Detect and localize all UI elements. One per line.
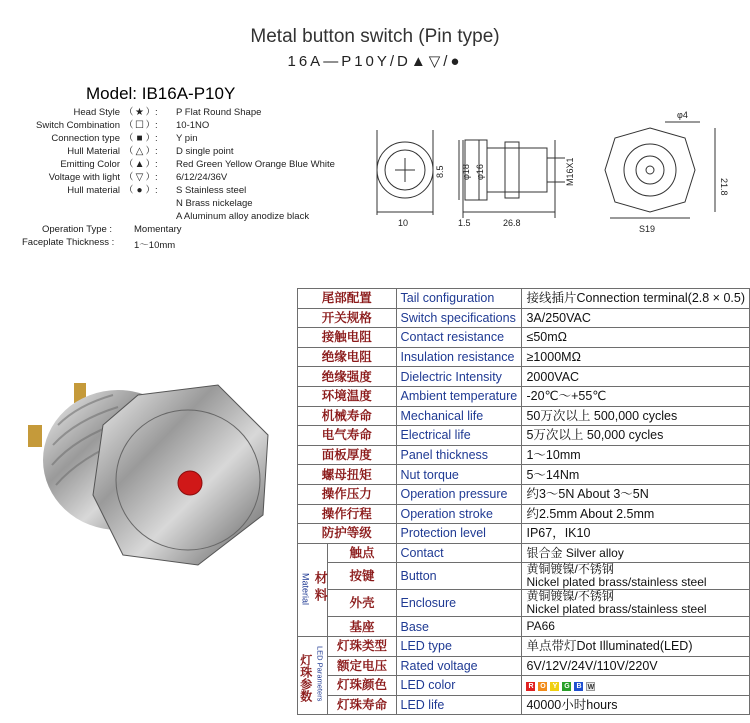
operation-type-value: Momentary — [134, 224, 182, 235]
param-name-en: Contact resistance — [396, 328, 522, 348]
param-name-en: Panel thickness — [396, 445, 522, 465]
led-color-swatch: W — [587, 683, 595, 691]
param-value: ≤50mΩ — [522, 328, 750, 348]
technical-drawing — [355, 100, 740, 240]
spec-symbol: （ ★ ）: — [124, 107, 158, 118]
led-name-cn: 额定电压 — [328, 656, 396, 676]
param-name-en: Nut torque — [396, 465, 522, 485]
spec-symbol: （ ☐ ）: — [124, 120, 158, 131]
param-value: ≥1000MΩ — [522, 347, 750, 367]
param-name-cn: 面板厚度 — [298, 445, 397, 465]
param-name-cn: 操作行程 — [298, 504, 397, 524]
dim-thread: M16X1 — [565, 157, 575, 186]
red-led-dot — [178, 471, 202, 495]
material-name-en: Enclosure — [396, 590, 522, 617]
dim-flange: 1.5 — [458, 218, 471, 228]
param-name-cn: 尾部配置 — [298, 289, 397, 309]
spec-value: Y pin — [176, 133, 198, 144]
led-name-cn: 灯珠寿命 — [328, 695, 396, 715]
material-value — [522, 590, 750, 617]
material-value-line: 黄铜镀镍/不锈钢 — [526, 589, 614, 604]
table-row — [298, 656, 750, 676]
material-name-cn: 基座 — [328, 617, 396, 637]
model-number: Model: IB16A-P10Y — [86, 84, 236, 103]
param-name-cn: 电气寿命 — [298, 426, 397, 446]
param-name-en: Switch specifications — [396, 308, 522, 328]
dim-length: 26.8 — [503, 218, 521, 228]
material-name-en: Contact — [396, 543, 522, 563]
material-value-line: Nickel plated brass/stainless steel — [526, 602, 707, 617]
spec-value: Red Green Yellow Orange Blue White — [176, 159, 335, 170]
spec-value: D single point — [176, 146, 234, 157]
spec-label: Switch Combination — [36, 120, 120, 131]
material-name-en: Button — [396, 563, 522, 590]
terminal-pin — [28, 425, 42, 447]
material-value-line: Nickel plated brass/stainless steel — [526, 575, 707, 590]
param-value: 约3～5N About 3～5N — [522, 484, 750, 504]
spec-value: S Stainless steel — [176, 185, 247, 196]
spec-row — [0, 158, 340, 171]
param-name-en: Operation stroke — [396, 504, 522, 524]
table-row — [298, 590, 750, 617]
param-value: 1～10mm — [522, 445, 750, 465]
material-value-line: 银合金 Silver alloy — [526, 545, 624, 560]
spec-symbol-glyph: ■ — [136, 133, 143, 144]
material-value — [522, 563, 750, 590]
table-row — [298, 695, 750, 715]
led-group-label — [298, 636, 328, 714]
param-name-en: Ambient temperature — [396, 386, 522, 406]
table-row — [298, 563, 750, 590]
led-name-en: LED type — [396, 636, 522, 656]
table-row — [298, 347, 750, 367]
spec-label: Emitting Color — [60, 159, 120, 170]
param-value: 5～14Nm — [522, 465, 750, 485]
param-name-en: Dielectric Intensity — [396, 367, 522, 387]
param-name-cn: 防护等级 — [298, 524, 397, 544]
table-row — [298, 367, 750, 387]
led-color-swatch: O — [540, 682, 546, 690]
spec-label: Connection type — [51, 133, 120, 144]
spec-row — [0, 184, 340, 197]
material-group-cn: 材料 — [312, 571, 328, 606]
param-name-cn: 机械寿命 — [298, 406, 397, 426]
model-code: 16A—P10Y/D▲▽/● — [287, 53, 463, 70]
spec-row — [0, 132, 340, 145]
spec-label: Hull material — [67, 185, 120, 196]
spec-row — [0, 145, 340, 158]
spec-symbol: （ ▽ ）: — [124, 172, 158, 183]
led-color-swatch: Y — [550, 682, 559, 691]
param-name-en: Protection level — [396, 524, 522, 544]
faceplate-thickness-label: Faceplate Thickness : — [22, 237, 115, 248]
spec-symbol-glyph: ● — [136, 185, 143, 196]
table-row — [298, 406, 750, 426]
material-group-en: Material — [300, 573, 311, 606]
param-name-cn: 绝缘电阻 — [298, 347, 397, 367]
param-value: 3A/250VAC — [522, 308, 750, 328]
param-name-en: Electrical life — [396, 426, 522, 446]
material-value-line: 黄铜镀镍/不锈钢 — [526, 562, 614, 577]
table-row — [298, 445, 750, 465]
material-name-cn: 按键 — [328, 563, 396, 590]
led-value — [522, 676, 750, 696]
spec-symbol-glyph: ☐ — [135, 120, 144, 131]
spec-row — [0, 210, 340, 223]
material-value — [522, 543, 750, 563]
led-color-swatch: G — [564, 682, 570, 690]
spec-value: A Aluminum alloy anodize black — [176, 211, 310, 222]
spec-symbol-glyph: ★ — [135, 107, 144, 118]
material-group-label — [298, 543, 328, 636]
dim-height: 21.8 — [719, 178, 729, 196]
dim-phi18: φ18 — [461, 164, 471, 180]
led-value: 单点带灯Dot Illuminated(LED) — [522, 636, 750, 656]
led-value: 40000小时hours — [522, 695, 750, 715]
param-name-en: Tail configuration — [396, 289, 522, 309]
led-name-en: Rated voltage — [396, 656, 522, 676]
table-row — [298, 465, 750, 485]
table-row — [298, 328, 750, 348]
product-photo — [18, 365, 280, 580]
spec-symbol: （ ● ）: — [124, 185, 158, 196]
spec-label: Hull Material — [67, 146, 120, 157]
spec-symbol: （▲）: — [124, 159, 158, 170]
material-name-cn: 外壳 — [328, 590, 396, 617]
param-name-cn: 接触电阻 — [298, 328, 397, 348]
table-row — [298, 308, 750, 328]
param-name-cn: 绝缘强度 — [298, 367, 397, 387]
table-row — [298, 386, 750, 406]
table-row — [298, 543, 750, 563]
param-name-en: Mechanical life — [396, 406, 522, 426]
table-row — [298, 504, 750, 524]
param-name-cn: 螺母扭矩 — [298, 465, 397, 485]
spec-value: N Brass nickelage — [176, 198, 253, 209]
spec-row — [0, 197, 340, 210]
table-row — [298, 426, 750, 446]
dim-phi4: φ4 — [677, 110, 688, 120]
top-view-hex — [605, 128, 695, 212]
dim-hex: S19 — [639, 224, 656, 234]
spec-symbol: （ ■ ）: — [124, 133, 158, 144]
table-row — [298, 289, 750, 309]
param-name-cn: 操作压力 — [298, 484, 397, 504]
param-value: 约2.5mm About 2.5mm — [522, 504, 750, 524]
table-row — [298, 617, 750, 637]
param-value: 5万次以上 50,000 cycles — [522, 426, 750, 446]
param-value: 2000VAC — [522, 367, 750, 387]
led-color-swatch: R — [528, 682, 534, 690]
operation-type-label: Operation Type : — [42, 224, 113, 235]
spec-symbol-glyph: ▲ — [134, 159, 145, 170]
spec-symbol-glyph: △ — [135, 146, 144, 157]
param-value: 50万次以上 500,000 cycles — [522, 406, 750, 426]
material-name-en: Base — [396, 617, 522, 637]
led-value: 6V/12V/24V/110V/220V — [522, 656, 750, 676]
table-row — [298, 484, 750, 504]
param-value: 接线插片Connection terminal(2.8 × 0.5) — [522, 289, 750, 309]
param-name-en: Insulation resistance — [396, 347, 522, 367]
dim-head-width: 10 — [398, 218, 409, 228]
table-row — [298, 676, 750, 696]
param-name-cn: 开关规格 — [298, 308, 397, 328]
param-value: -20℃～+55℃ — [522, 386, 750, 406]
material-value-line: PA66 — [526, 619, 555, 634]
spec-label: Head Style — [73, 107, 120, 118]
param-name-en: Operation pressure — [396, 484, 522, 504]
spec-value: 10-1NO — [176, 120, 210, 131]
spec-row — [0, 171, 340, 184]
led-name-cn: 灯珠颜色 — [328, 676, 396, 696]
led-color-swatch: B — [576, 682, 582, 690]
table-row — [298, 636, 750, 656]
spec-label: Voltage with light — [48, 172, 120, 183]
led-group-cn: 灯珠参数 — [298, 653, 313, 702]
led-name-en: LED color — [396, 676, 522, 696]
dim-85: 8.5 — [435, 165, 445, 178]
led-group-en: LED Parameters — [315, 646, 325, 702]
faceplate-thickness-value: 1～10mm — [134, 240, 176, 251]
table-row — [298, 524, 750, 544]
parameter-table — [297, 288, 750, 715]
spec-row — [0, 106, 340, 119]
spec-symbol-glyph: ▽ — [135, 172, 144, 183]
spec-value: 6/12/24/36V — [176, 172, 228, 183]
page-title: Metal button switch (Pin type) — [250, 26, 500, 47]
spec-row — [0, 119, 340, 132]
side-view-body — [487, 148, 547, 192]
led-name-cn: 灯珠类型 — [328, 636, 396, 656]
dim-phi16: φ16 — [475, 164, 485, 180]
spec-symbol: （ △ ）: — [124, 146, 158, 157]
material-name-cn: 触点 — [328, 543, 396, 563]
param-value: IP67，IK10 — [522, 524, 750, 544]
param-name-cn: 环境温度 — [298, 386, 397, 406]
material-value — [522, 617, 750, 637]
led-name-en: LED life — [396, 695, 522, 715]
spec-value: P Flat Round Shape — [176, 107, 262, 118]
